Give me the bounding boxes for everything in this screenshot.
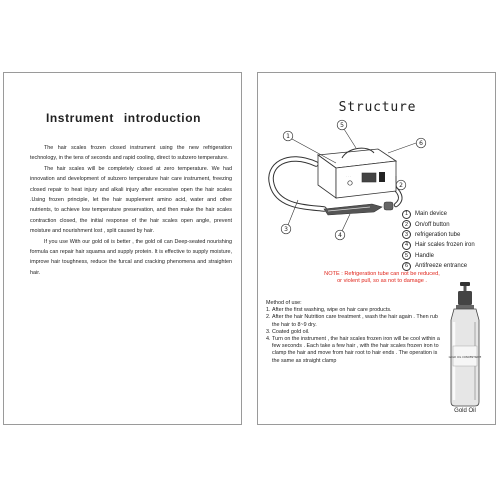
- method-number: 2.: [266, 314, 271, 321]
- legend-label: Handle: [415, 252, 435, 259]
- method-text: After the hair Nutrition care treatment , wash the hair again . Then rub the hair to 8~9 dry.: [272, 314, 438, 328]
- method-number: 3.: [266, 328, 271, 335]
- method-item: [266, 307, 444, 314]
- intro-paragraph-2: The hair scales will be completely closed at zero temperature. We had innovation and development of subzero temperature hair care instrument, freezing closed repair to heat injury and alkali injury after excessive open the hair scales .Using frozen principle, let the hair supplement amino acid, water and other nutrients, to achieve low temperature preservation, and then make the hair scales contraction closed, the initial response of the hair scales open angle, prevent moisture and nourishment lost , split caused by hair.: [30, 165, 232, 235]
- callout-4: 4: [338, 232, 342, 240]
- intro-paragraph-1: The hair scales frozen closed instrument using the new refrigeration technology, in the tens of seconds and rapid cooling, direct to subzero temperature.: [30, 145, 232, 162]
- legend-number: 1: [402, 210, 411, 219]
- legend-label: refrigeration tube: [415, 231, 461, 238]
- legend-item: [402, 240, 494, 250]
- intro-paragraph-3: If you use With our gold oil is better , the gold oil can Deep-seated nourishing formula can repair hair squama and supply protein. It is effective to supply moisture, improve hair toughness, reduce the furcal and cracking phenomena and straighten hair.: [30, 238, 232, 276]
- legend-item: [402, 261, 494, 271]
- callout-6: 6: [419, 140, 423, 148]
- legend-item: [402, 219, 494, 229]
- method-title: Method of use:: [266, 300, 302, 306]
- method-number: 4.: [266, 336, 271, 343]
- method-item: [266, 314, 444, 328]
- method-item: [266, 336, 444, 365]
- intro-title: Instrument introduction: [45, 111, 202, 125]
- power-switch: [362, 173, 376, 182]
- bottle-label-text: GOLD OIL CONCENTRATE: [448, 356, 482, 359]
- legend-item: [402, 251, 494, 261]
- legend-label: Hair scales frozen iron: [415, 242, 475, 249]
- method-text: After the first washing, wipe on hair care products.: [272, 307, 392, 314]
- hair-scales-frozen-iron: [324, 202, 393, 215]
- note-line: or violent pull, so as not to damage .: [337, 278, 427, 285]
- method-number: 1.: [266, 307, 271, 314]
- legend-number: 5: [402, 251, 411, 260]
- note-line: NOTE : Refrigeration tube can not be reduced,: [324, 271, 440, 277]
- device-vent: [379, 172, 385, 182]
- legend-item: [402, 230, 494, 240]
- callout-1: 1: [286, 133, 290, 141]
- parts-legend: [402, 209, 494, 271]
- method-item: [266, 329, 444, 336]
- legend-number: 4: [402, 241, 411, 250]
- method-text: Turn on the instrument , the hair scales frozen iron will be cool within a few seconds . Each take a few hair , with the hair scales frozen iron to clamp the hair and move from hair root to hair ends . The operation is the same as straight clamp: [272, 336, 440, 364]
- legend-number: 6: [402, 262, 411, 271]
- svg-text:· · ·: · · ·: [346, 174, 351, 178]
- legend-label: On/off button: [415, 221, 450, 228]
- intro-body: [30, 143, 232, 278]
- callout-3: 3: [284, 226, 288, 234]
- page-structure: [257, 72, 496, 425]
- legend-label: Main device: [415, 211, 448, 218]
- legend-item: [402, 209, 494, 219]
- method-text: Coated gold oil.: [272, 328, 310, 335]
- gold-oil-bottle: [444, 282, 486, 408]
- legend-label: Antifreeze entrance: [415, 263, 468, 270]
- callout-5: 5: [340, 122, 344, 130]
- callout-2: 2: [399, 182, 403, 190]
- gold-oil-caption: Gold Oil: [454, 408, 476, 414]
- method-of-use: [266, 300, 444, 365]
- legend-number: 3: [402, 230, 411, 239]
- legend-number: 2: [402, 220, 411, 229]
- structure-title: Structure: [338, 100, 417, 115]
- page-instrument-introduction: [3, 72, 242, 425]
